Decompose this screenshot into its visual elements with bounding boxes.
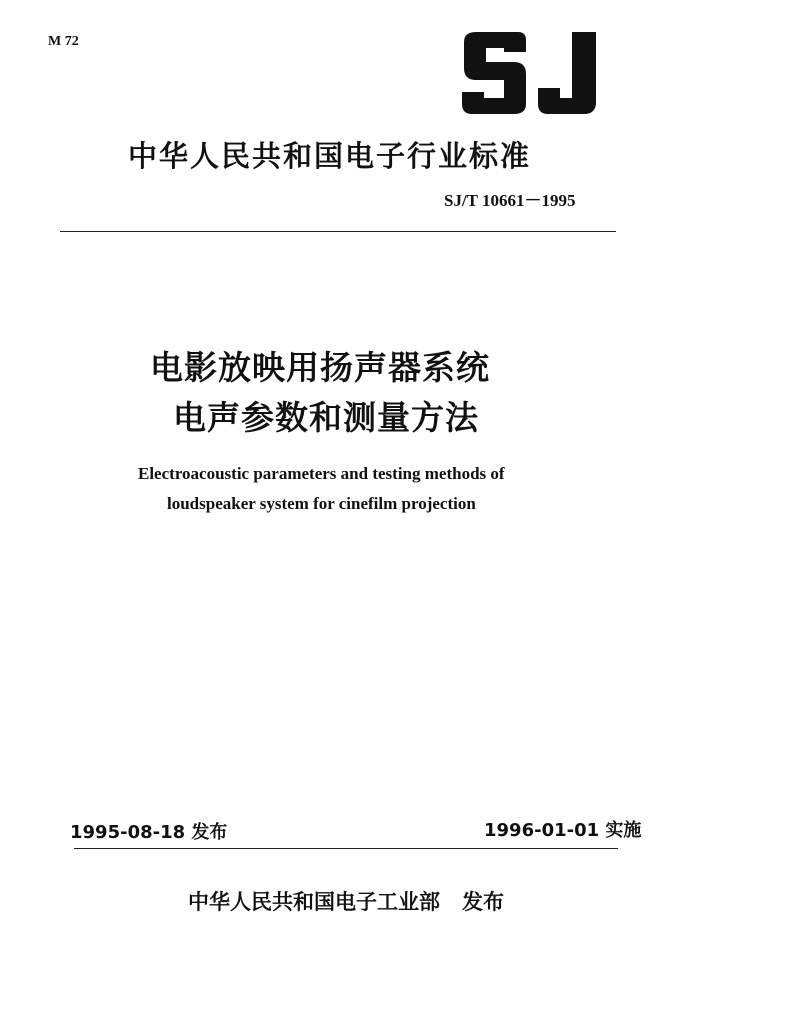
title-cn-line-1: 电影放映用扬声器系统 [150,348,490,387]
logo-letter-j [538,32,596,114]
sj-logo [456,28,606,118]
issuer-name: 中华人民共和国电子工业部 [188,890,440,914]
top-divider [60,231,616,232]
title-en-line-1: Electroacoustic parameters and testing methods of [138,464,505,483]
title-en-line-2: loudspeaker system for cinefilm projection [167,494,476,513]
standard-code: SJ/T 10661－1995 [444,191,576,210]
bottom-divider [74,848,618,849]
issuer-line [188,886,504,916]
classification-code: M 72 [48,34,79,49]
issue-date: 1995-08-18 发布 [70,822,228,843]
title-cn-line-2: 电声参数和测量方法 [173,398,479,437]
implementation-date: 1996-01-01 实施 [484,820,642,841]
logo-letter-s [462,32,526,114]
header-title: 中华人民共和国电子行业标准 [128,139,532,173]
issuer-action: 发布 [462,890,504,914]
